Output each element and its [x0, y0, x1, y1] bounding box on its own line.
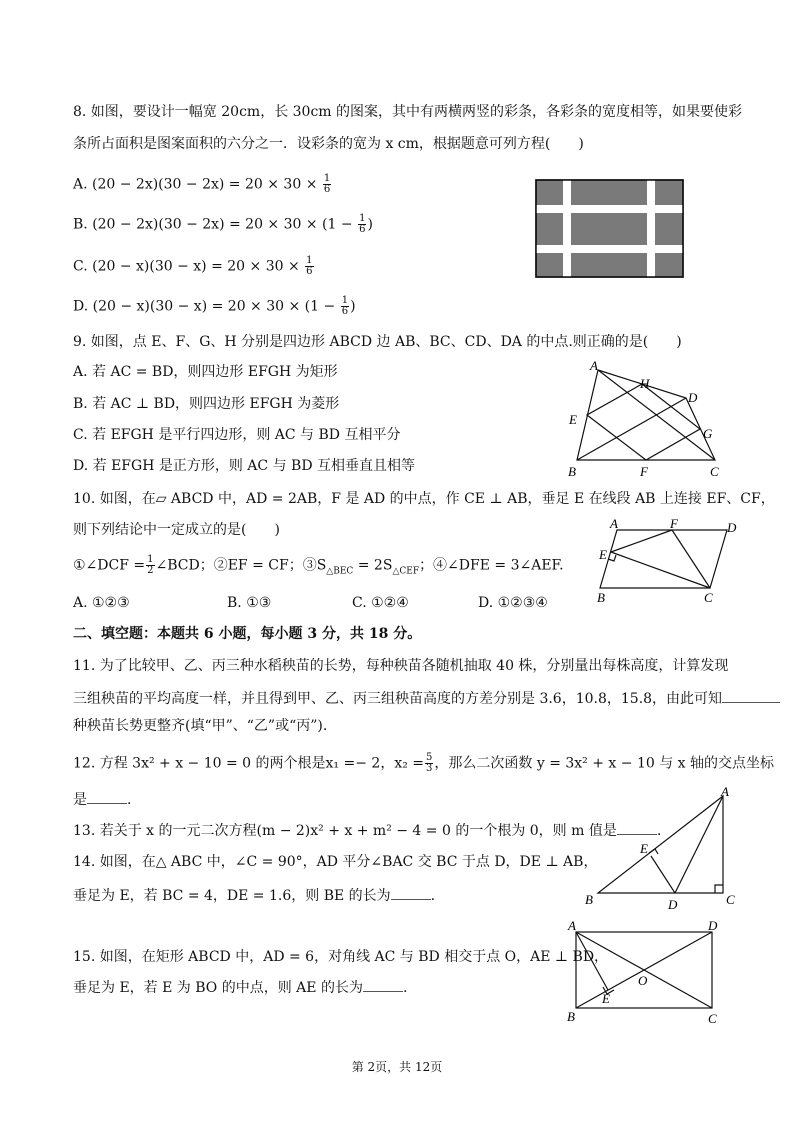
q11-line3: 种秧苗长势更整齐(填“甲”、“乙”或“丙”).	[73, 718, 328, 734]
label-d: D	[688, 390, 698, 405]
answer-blank	[363, 977, 403, 992]
label-d: D	[668, 897, 678, 911]
label-c: C	[710, 464, 719, 479]
label-d: D	[708, 918, 718, 933]
fraction: $\frac{1}{6}$	[341, 295, 349, 317]
q14-line2: 垂足为 E，若 BC = 4，DE = 1.6，则 BE 的长为 .	[73, 885, 435, 906]
segment-de	[651, 856, 675, 893]
horizontal-stripe	[536, 245, 683, 253]
label-f: F	[640, 464, 648, 479]
label-a: A	[568, 918, 576, 933]
q11-line2: 三组秧苗的平均高度一样，并且得到甲、乙、丙三组秧苗高度的方差分别是 3.6，10.8，15.8，由此可知	[73, 688, 780, 709]
q8-option-d-text: D. (20 − x)(30 − x) = 20 × 30 × (1 −	[73, 298, 336, 315]
q8-stem-line1: 8. 如图，要设计一幅宽 20cm，长 30cm 的图案，其中有两横两竖的彩条，各彩条的宽度相等，如果要使彩	[73, 104, 743, 120]
label-b: B	[567, 1009, 575, 1024]
label-c: C	[704, 590, 713, 605]
label-b: B	[585, 892, 593, 907]
q8-stem-line2: 条所占面积是图案面积的六分之一．设彩条的宽为 x cm，根据题意可列方程( )	[73, 136, 584, 152]
label-b: B	[568, 464, 576, 479]
q9-option-c: C. 若 EFGH 是平行四边形，则 AC 与 BD 互相平分	[73, 427, 401, 443]
answer-blank	[722, 688, 780, 703]
label-a: A	[610, 518, 618, 531]
diagonal-bd	[577, 398, 686, 460]
q9-stem: 9. 如图，点 E、F、G、H 分别是四边形 ABCD 边 AB、BC、CD、DA 的中点.则正确的是( )	[73, 334, 682, 350]
label-c: C	[708, 1011, 717, 1026]
label-e: E	[640, 841, 648, 856]
q12-line1: 12. 方程 3x² + x − 10 = 0 的两个根是x₁ =− 2，x₂ = $\frac{5}{3}$ ，那么二次函数 y = 3x² + x − 10 与 x 轴的交点坐标	[73, 752, 775, 774]
q11-line1: 11. 为了比较甲、乙、丙三种水稻秧苗的长势，每种秧苗各随机抽取 40 株，分别量出每株高度，计算发现	[73, 658, 729, 674]
q10-parallelogram-figure	[590, 518, 750, 610]
segment-ef	[611, 530, 672, 552]
answer-blank	[87, 789, 127, 804]
fraction: $\frac{1}{2}$	[147, 554, 154, 576]
label-e: E	[599, 547, 607, 562]
q12-line2: 是 .	[73, 789, 131, 810]
q8-stripe-figure	[535, 179, 685, 279]
vertical-stripe	[647, 180, 655, 277]
q8-option-a	[73, 174, 332, 195]
q9-quadrilateral-figure	[560, 358, 730, 483]
fraction: $\frac{1}{6}$	[323, 173, 331, 195]
label-d: D	[727, 520, 737, 535]
label-o: O	[638, 973, 648, 988]
fraction: $\frac{5}{3}$	[426, 752, 433, 774]
segment-ad	[675, 796, 723, 893]
pattern-rectangle	[536, 180, 683, 277]
page-footer: 第 2页，共 12页	[351, 1060, 443, 1074]
q8-option-d: D. (20 − x)(30 − x) = 20 × 30 × (1 − $\frac{1}{6}$ )	[73, 295, 356, 317]
q14-line1: 14. 如图，在△ ABC 中，∠C = 90°，AD 平分∠BAC 交 BC 于点 D，DE ⊥ AB，	[73, 854, 598, 870]
q9-option-b: B. 若 AC ⊥ BD，则四边形 EFGH 为菱形	[73, 396, 340, 412]
section-heading: 二、填空题：本题共 6 小题，每小题 3 分，共 18 分。	[73, 626, 422, 642]
label-c: C	[726, 892, 735, 907]
q13-line: 13. 若关于 x 的一元二次方程(m − 2)x² + x + m² − 4 = 0 的一个根为 0，则 m 值是 .	[73, 820, 661, 841]
right-angle-mark-e	[649, 849, 658, 854]
label-e: E	[602, 991, 610, 1006]
vertical-stripe	[563, 180, 571, 277]
q10-stem-line2: 则下列结论中一定成立的是( )	[73, 522, 280, 538]
label-b: B	[597, 590, 605, 605]
q8-option-b: B. (20 − 2x)(30 − 2x) = 20 × 30 × (1 − $\frac{1}{6}$ )	[73, 213, 373, 235]
q8-option-b-text: B. (20 − 2x)(30 − 2x) = 20 × 30 × (1 −	[73, 216, 353, 233]
q10-statements: ①∠DCF = $\frac{1}{2}$ ∠BCD；②EF = CF；$③S_{\triangle BEC} = 2S_{\triangle CEF}$；④∠DFE = 3∠AEF.	[73, 554, 564, 577]
parallelogram-abcd	[600, 530, 727, 588]
label-e: E	[569, 412, 577, 427]
label-a: A	[721, 784, 729, 799]
label-f: F	[670, 518, 678, 531]
q8-option-c	[73, 256, 315, 277]
q9-option-d: D. 若 EFGH 是正方形，则 AC 与 BD 互相垂直且相等	[73, 458, 415, 474]
q8-option-c-text: C. (20 − x)(30 − x) = 20 × 30 ×	[73, 258, 300, 275]
q14-triangle-figure	[580, 783, 740, 911]
q10-option-b: B. ①③	[227, 595, 272, 611]
segment-cf	[672, 530, 710, 588]
q15-line2: 垂足为 E，若 E 为 BO 的中点，则 AE 的长为 .	[73, 977, 407, 998]
label-a: A	[590, 358, 598, 373]
q10-stem-line1: 10. 如图，在▱ ABCD 中，AD = 2AB，F 是 AD 的中点，作 CE ⊥ AB，垂足 E 在线段 AB 上连接 EF、CF，	[73, 491, 775, 507]
fraction: $\frac{1}{6}$	[359, 213, 366, 235]
q10-option-a: A. ①②③	[73, 595, 130, 611]
q15-line1: 15. 如图，在矩形 ABCD 中，AD = 6，对角线 AC 与 BD 相交于点 O，AE ⊥ BD，	[73, 949, 609, 965]
q15-rectangle-figure	[562, 918, 732, 1028]
q10-option-d: D. ①②③④	[478, 595, 548, 611]
label-g: G	[703, 426, 713, 441]
horizontal-stripe	[536, 205, 683, 213]
triangle-abc	[598, 796, 723, 893]
answer-blank	[391, 885, 431, 900]
fraction: $\frac{1}{6}$	[306, 255, 313, 277]
q8-option-a-text: A. (20 − 2x)(30 − 2x) = 20 × 30 ×	[73, 176, 318, 193]
q9-option-a: A. 若 AC = BD，则四边形 EFGH 为矩形	[73, 364, 338, 380]
segment-ce	[611, 552, 710, 588]
right-angle-mark-c	[715, 885, 723, 893]
q10-option-c: C. ①②④	[352, 595, 409, 611]
label-h: H	[640, 376, 650, 391]
